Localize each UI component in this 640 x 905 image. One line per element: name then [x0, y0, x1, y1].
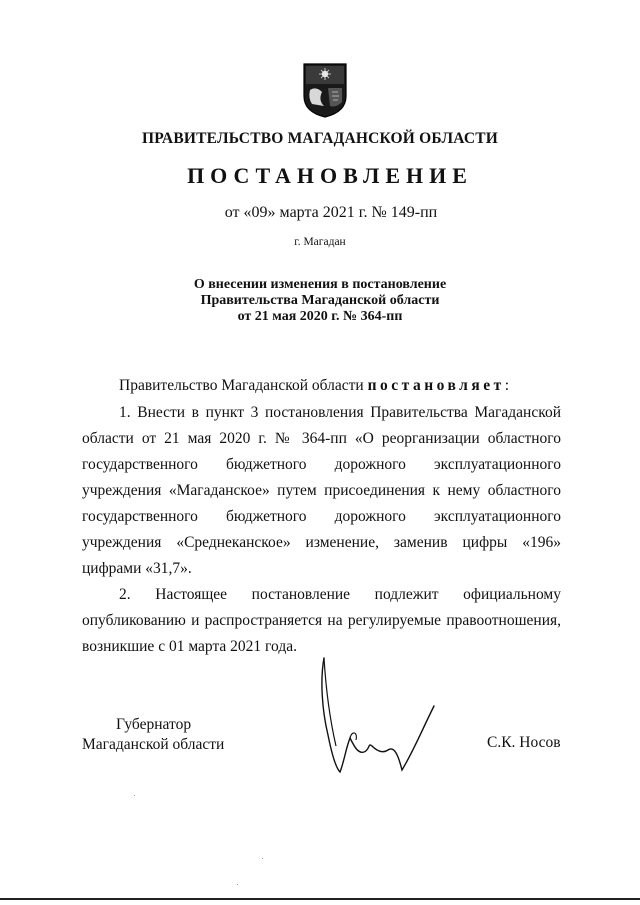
issue-city: г. Магадан	[294, 236, 346, 248]
document-subject	[0, 277, 640, 325]
preamble-colon: :	[504, 377, 510, 394]
subject-line: от 21 мая 2020 г. № 364-пп	[237, 309, 403, 324]
handwritten-signature	[310, 650, 450, 790]
paragraph-1: 1. Внести в пункт 3 постановления Правительства Магаданской области от 21 мая 2020 г. № 364-пп «О реорганизации областного государственного бюджетного дорожного эксплуатационного учреждения «Магаданское» путем присоединения к нему областного государственного бюджетного дорожного эксплуатационного учреждения «Среднеканское» изменение, заменив цифры «196» цифрами «31,7».	[82, 404, 561, 577]
date-and-number: от «09» марта 2021 г. № 149-пп	[224, 204, 438, 221]
signatory-name: С.К. Носов	[487, 734, 561, 751]
scan-speck	[134, 795, 135, 796]
scan-speck	[237, 884, 238, 885]
signatory-role-line: Губернатор	[116, 716, 192, 733]
preamble-resolves: постановляет	[367, 377, 505, 394]
paragraph-2: 2. Настоящее постановление подлежит официальному опубликованию и распространяется на регулируемые правоотношения, возникшие с 01 марта 2021 года.	[82, 586, 561, 655]
preamble	[119, 377, 509, 395]
scan-speck	[262, 858, 263, 859]
coat-of-arms-icon	[302, 62, 348, 118]
signatory-role-line: Магаданской области	[82, 736, 225, 753]
government-title: ПРАВИТЕЛЬСТВО МАГАДАНСКОЙ ОБЛАСТИ	[141, 130, 499, 147]
subject-line: Правительства Магаданской области	[200, 293, 440, 308]
subject-line: О внесении изменения в постановление	[193, 277, 447, 292]
signatory-role	[82, 715, 224, 755]
document-type-title: ПОСТАНОВЛЕНИЕ	[187, 163, 473, 188]
preamble-text: Правительство Магаданской области	[119, 377, 368, 394]
scan-edge-line	[0, 898, 640, 900]
